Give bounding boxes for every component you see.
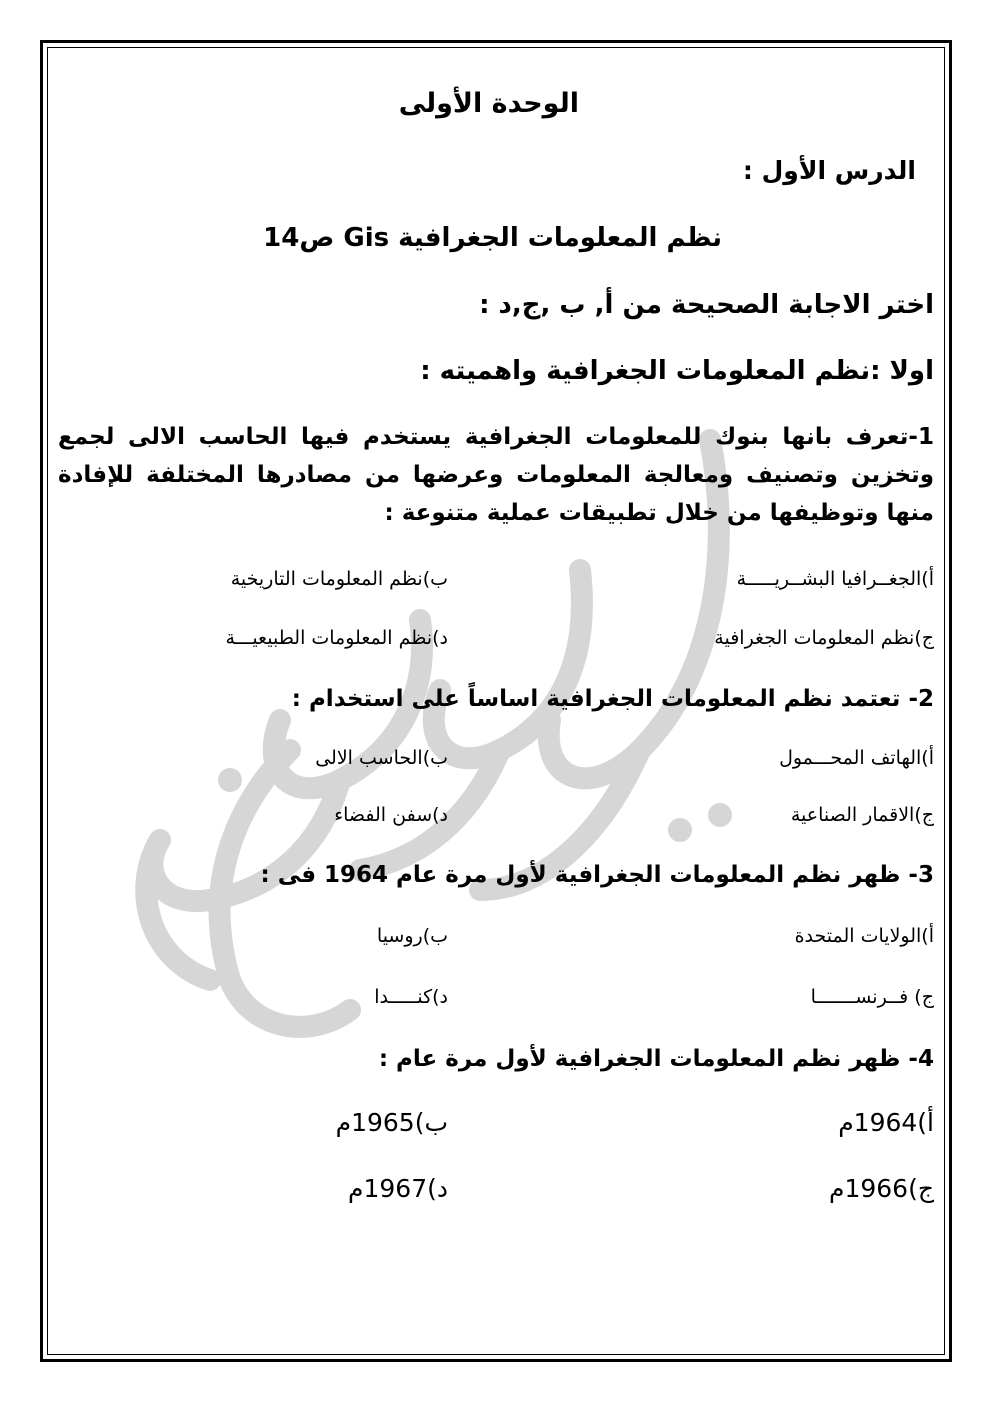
question-4-option-b: ب)1965م — [335, 1108, 448, 1137]
lesson-title: الدرس الأول : — [742, 156, 916, 185]
instruction-text: اختر الاجابة الصحيحة من أ, ب ,ج,د : — [479, 290, 934, 320]
topic-title: نظم المعلومات الجغرافية Gis ص14 — [263, 223, 722, 253]
section-heading: اولا :نظم المعلومات الجغرافية واهميته : — [420, 356, 934, 386]
question-2-text: 2- تعتمد نظم المعلومات الجغرافية اساساً على استخدام : — [291, 686, 934, 712]
question-1-option-b: ب)نظم المعلومات التاريخية — [230, 568, 448, 590]
question-4-text — [379, 1046, 934, 1072]
question-4-option-d: د)1967م — [348, 1174, 448, 1203]
question-1-option-d: د)نظم المعلومات الطبيعيـــة — [225, 627, 448, 649]
unit-title: الوحدة الأولى — [398, 88, 579, 119]
question-3-text: 3- ظهر نظم المعلومات الجغرافية لأول مرة عام 1964 فى : — [260, 862, 934, 888]
question-4-option-a: أ)1964م — [838, 1108, 934, 1137]
question-2-option-a: أ)الهاتف المحـــمول — [779, 747, 934, 769]
question-3-option-c: ج) فــرنســـــــا — [810, 986, 934, 1008]
question-4-option-c: ج)1966م — [828, 1174, 934, 1203]
question-1-text: 1-تعرف بانها بنوك للمعلومات الجغرافية يستخدم فيها الحاسب الالى لجمع وتخزين وتصنيف ومعالجة المعلومات وعرضها من مصادرها المختلفة للإفادة منها وتوظيفها من خلال تطبيقات عملية متنوعة : — [58, 424, 934, 526]
question-3-option-d: د)كنـــــدا — [374, 986, 448, 1008]
question-2-option-d: د)سفن الفضاء — [334, 804, 448, 826]
question-3-option-b: ب)روسيا — [376, 925, 448, 947]
question-2-option-b: ب)الحاسب الالى — [315, 747, 448, 769]
question-1-option-c: ج)نظم المعلومات الجغرافية — [714, 627, 934, 649]
question-4-label: 4- ظهر نظم المعلومات الجغرافية لأول مرة عام : — [378, 1046, 934, 1072]
question-2-option-c: ج)الاقمار الصناعية — [790, 804, 934, 826]
question-1-option-a: أ)الجغــرافيا البشــريـــــة — [736, 568, 934, 590]
question-3-option-a: أ)الولايات المتحدة — [794, 925, 934, 947]
